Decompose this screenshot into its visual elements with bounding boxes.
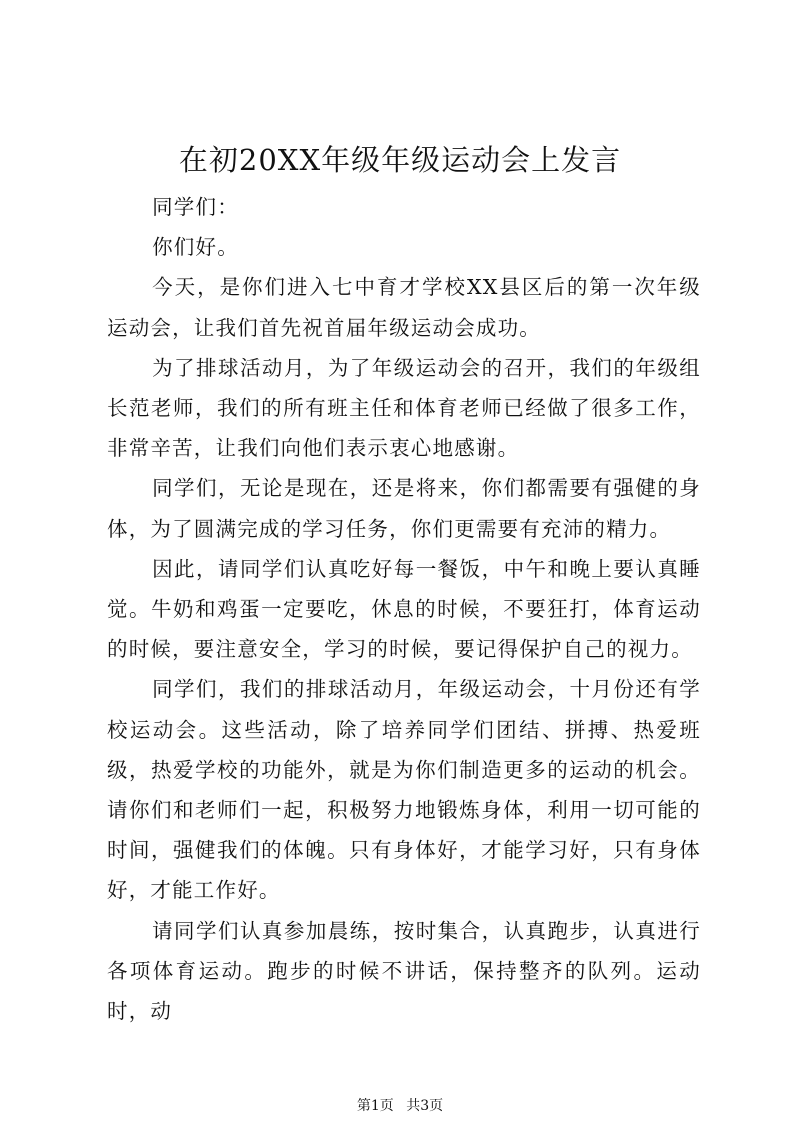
document-body — [107, 187, 701, 1031]
page-total: 共3页 — [406, 1098, 444, 1114]
paragraph: 因此，请同学们认真吃好每一餐饭，中午和晚上要认真睡觉。牛奶和鸡蛋一定要吃，休息的时候，不要狂打，体育运动的时候，要注意安全，学习的时候，要记得保护自己的视力。 — [107, 556, 701, 662]
paragraph: 为了排球活动月，为了年级运动会的召开，我们的年级组长范老师，我们的所有班主任和体育老师已经做了很多工作，非常辛苦，让我们向他们表示衷心地感谢。 — [107, 355, 701, 461]
paragraph-hello: 你们好。 — [152, 235, 239, 260]
paragraph: 同学们，无论是现在，还是将来，你们都需要有强健的身体，为了圆满完成的学习任务，你们更需要有充沛的精力。 — [107, 476, 701, 541]
page-number: 第1页 — [356, 1098, 394, 1114]
paragraph: 请同学们认真参加晨练，按时集合，认真跑步，认真进行各项体育运动。跑步的时候不讲话，保持整齐的队列。运动时，动 — [107, 918, 701, 1024]
page-footer — [0, 1096, 800, 1116]
paragraph: 同学们，我们的排球活动月，年级运动会，十月份还有学校运动会。这些活动，除了培养同学们团结、拼搏、热爱班级，热爱学校的功能外，就是为你们制造更多的运动的机会。请你们和老师们一起，积极努力地锻炼身体，利用一切可能的时间，强健我们的体魄。只有身体好，才能学习好，只有身体好，才能工作好。 — [107, 677, 701, 903]
paragraph-greeting: 同学们： — [152, 195, 239, 219]
paragraph: 今天，是你们进入七中育才学校XX县区后的第一次年级运动会，让我们首先祝首届年级运动会成功。 — [107, 275, 701, 340]
document-title: 在初20XX年级年级运动会上发言 — [178, 143, 622, 177]
